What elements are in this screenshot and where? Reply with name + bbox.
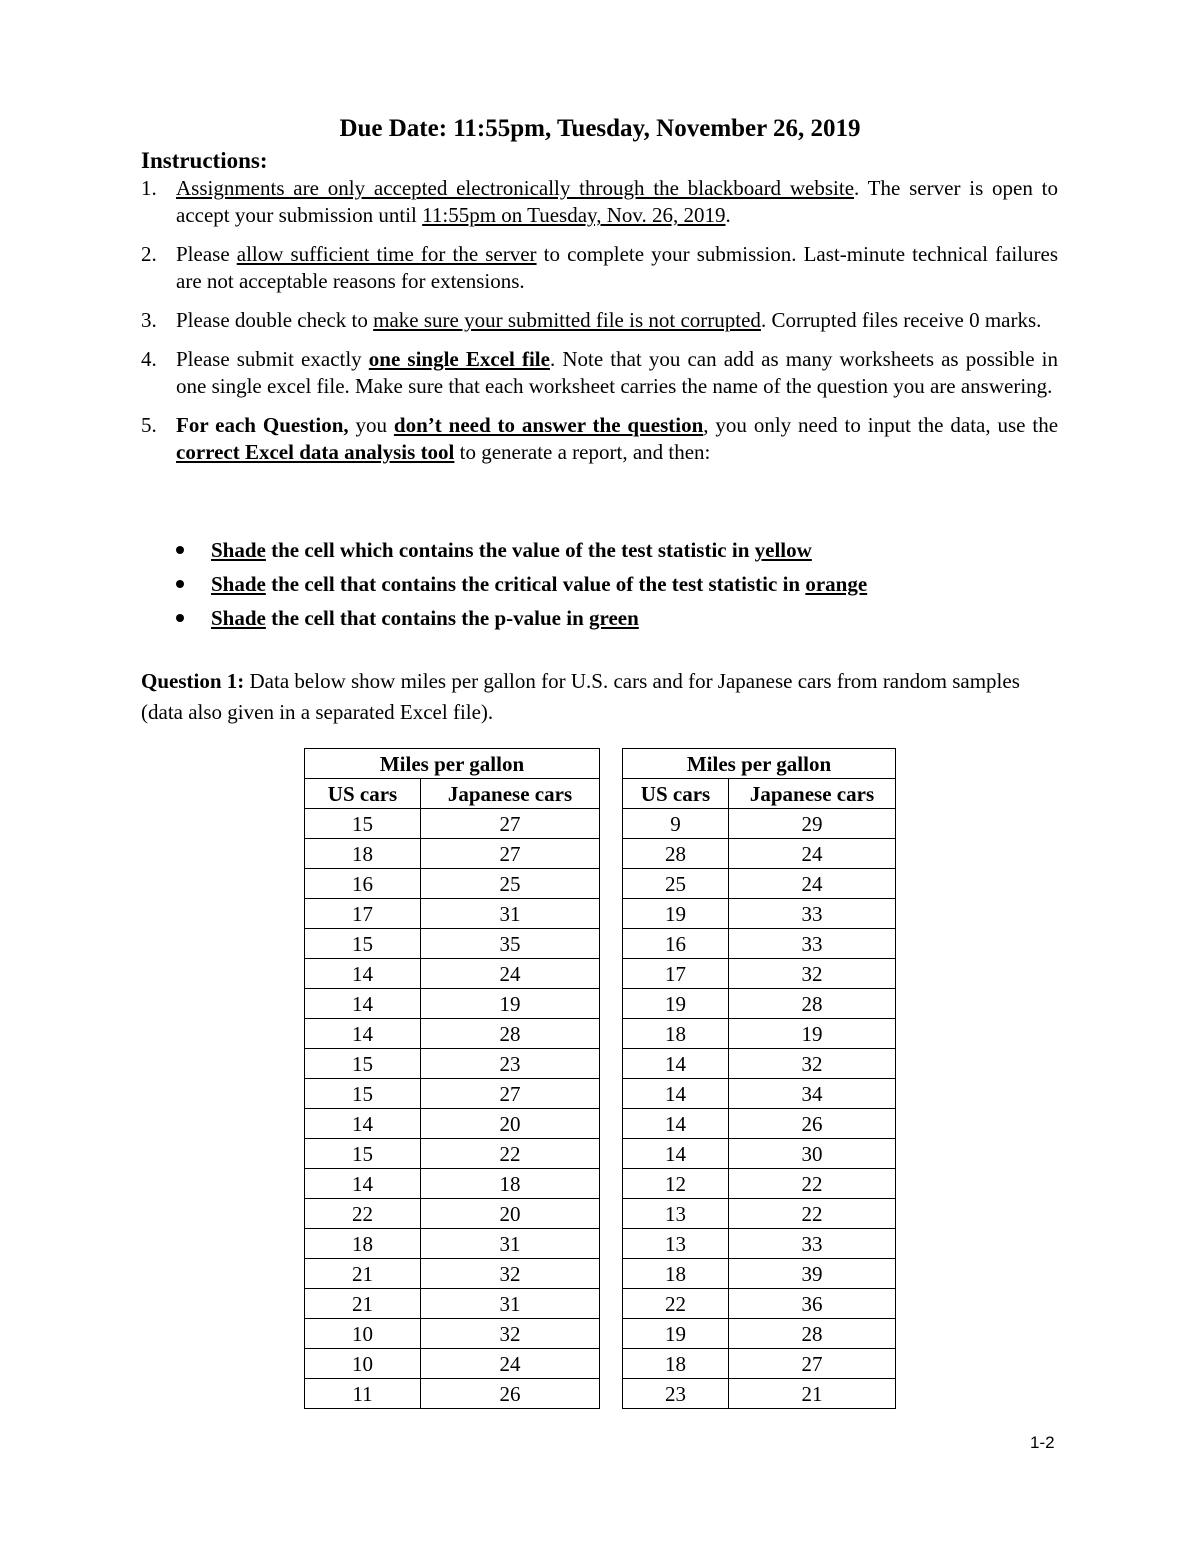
item-number: 2. [141,242,157,266]
instruction-item [141,241,1058,295]
item-text: make sure your submitted file is not corrupted [373,308,761,332]
japanese-cars-cell: 31 [421,1229,600,1259]
item-number: 5. [141,413,157,437]
item-number: 1. [141,176,157,200]
bullet-dot-icon [176,546,184,554]
table-row [305,1229,600,1259]
us-cars-cell: 14 [305,1169,421,1199]
question-label: Question 1: [141,669,245,693]
japanese-cars-cell: 25 [421,869,600,899]
japanese-cars-cell: 27 [421,809,600,839]
table-row [623,989,896,1019]
table-row [623,1259,896,1289]
us-cars-cell: 17 [305,899,421,929]
table-body [305,809,600,1409]
japanese-cars-cell: 35 [421,929,600,959]
column-header-us: US cars [623,779,729,809]
column-header-japanese: Japanese cars [729,779,896,809]
instruction-item [141,307,1058,334]
table-row [623,1199,896,1229]
instructions-heading: Instructions: [141,148,268,173]
table-body [623,809,896,1409]
us-cars-cell: 25 [623,869,729,899]
us-cars-cell: 10 [305,1319,421,1349]
bullet-item [176,601,867,635]
japanese-cars-cell: 27 [421,1079,600,1109]
bullet-shade: Shade [211,606,266,630]
japanese-cars-cell: 30 [729,1139,896,1169]
japanese-cars-cell: 19 [421,989,600,1019]
bullet-item [176,533,867,567]
japanese-cars-cell: 29 [729,809,896,839]
us-cars-cell: 11 [305,1379,421,1409]
japanese-cars-cell: 33 [729,899,896,929]
japanese-cars-cell: 18 [421,1169,600,1199]
japanese-cars-cell: 27 [421,839,600,869]
japanese-cars-cell: 22 [729,1199,896,1229]
bullet-dot-icon [176,580,184,588]
table-row [305,1049,600,1079]
bullet-text: the cell that contains the p-value in [265,606,590,630]
table-row [623,959,896,989]
question-text: Data below show miles per gallon for U.S. cars and for Japanese cars from random samples (data also given in a separated Excel file). [141,669,1020,724]
japanese-cars-cell: 28 [421,1019,600,1049]
us-cars-cell: 9 [623,809,729,839]
table-row [623,1349,896,1379]
japanese-cars-cell: 32 [729,1049,896,1079]
japanese-cars-cell: 28 [729,1319,896,1349]
item-text: to complete your submission. Last-minute technical failures are not acceptable reasons for extensions. [176,242,1058,293]
japanese-cars-cell: 24 [729,869,896,899]
table-row [623,929,896,959]
item-number: 4. [141,347,157,371]
us-cars-cell: 19 [623,1319,729,1349]
table-row [305,869,600,899]
bullet-shade: Shade [211,572,266,596]
item-text: For each Question, [176,413,349,437]
column-header-us: US cars [305,779,421,809]
table-row [623,1049,896,1079]
page-number: 1-2 [1030,1433,1055,1452]
bullet-shade: Shade [211,538,266,562]
us-cars-cell: 13 [623,1199,729,1229]
us-cars-cell: 14 [623,1109,729,1139]
bullet-color: yellow [754,538,812,562]
us-cars-cell: 14 [623,1139,729,1169]
japanese-cars-cell: 32 [729,959,896,989]
us-cars-cell: 14 [305,959,421,989]
item-text: Please submit exactly [176,347,369,371]
table-row [305,809,600,839]
item-text: 11:55pm on Tuesday, Nov. 26, 2019 [422,203,726,227]
us-cars-cell: 10 [305,1349,421,1379]
japanese-cars-cell: 34 [729,1079,896,1109]
table-row [305,899,600,929]
table-row [623,1289,896,1319]
us-cars-cell: 16 [623,929,729,959]
table-row [305,1109,600,1139]
japanese-cars-cell: 39 [729,1259,896,1289]
table-row [305,1379,600,1409]
japanese-cars-cell: 26 [421,1379,600,1409]
item-text: you [348,413,394,437]
table-row [305,929,600,959]
japanese-cars-cell: 22 [421,1139,600,1169]
japanese-cars-cell: 31 [421,1289,600,1319]
bullet-color: orange [805,572,868,596]
us-cars-cell: 14 [623,1079,729,1109]
item-text: allow sufficient time for the server [236,242,537,266]
table-row [623,1109,896,1139]
bullet-color: green [589,606,639,630]
us-cars-cell: 21 [305,1259,421,1289]
bullet-dot-icon [176,614,184,622]
item-text: don’t need to answer the question [393,413,704,437]
us-cars-cell: 16 [305,869,421,899]
instruction-item [141,175,1058,229]
us-cars-cell: 14 [623,1049,729,1079]
japanese-cars-cell: 24 [729,839,896,869]
us-cars-cell: 12 [623,1169,729,1199]
column-header-japanese: Japanese cars [421,779,600,809]
us-cars-cell: 13 [623,1229,729,1259]
table-row [305,989,600,1019]
japanese-cars-cell: 33 [729,929,896,959]
us-cars-cell: 14 [305,1019,421,1049]
instruction-item [141,412,1058,466]
japanese-cars-cell: 23 [421,1049,600,1079]
item-number: 3. [141,308,157,332]
table-row [305,1259,600,1289]
mpg-table-right [622,748,896,1409]
question-1 [141,666,1058,728]
table-row [305,1139,600,1169]
us-cars-cell: 15 [305,809,421,839]
table-row [623,1079,896,1109]
us-cars-cell: 14 [305,1109,421,1139]
item-text: . Note that you can add as many worksheets as possible in one single excel file. Make sure that each worksheet carries the name of the question you are answering. [176,347,1058,398]
table-group-header: Miles per gallon [623,749,896,779]
item-text: Assignments are only accepted electronically through the blackboard website [176,176,855,200]
table-row [305,1349,600,1379]
japanese-cars-cell: 20 [421,1199,600,1229]
us-cars-cell: 18 [305,839,421,869]
japanese-cars-cell: 27 [729,1349,896,1379]
table-row [623,839,896,869]
us-cars-cell: 18 [305,1229,421,1259]
us-cars-cell: 17 [623,959,729,989]
table-row [305,1289,600,1319]
table-row [305,1169,600,1199]
item-text: . [725,203,731,227]
japanese-cars-cell: 21 [729,1379,896,1409]
table-row [623,1379,896,1409]
japanese-cars-cell: 32 [421,1259,600,1289]
us-cars-cell: 15 [305,1049,421,1079]
us-cars-cell: 28 [623,839,729,869]
table-row [623,1229,896,1259]
page-title: Due Date: 11:55pm, Tuesday, November 26, 2019 [339,115,861,142]
item-text: correct Excel data analysis tool [176,440,455,464]
japanese-cars-cell: 26 [729,1109,896,1139]
table-row [623,1319,896,1349]
item-text: to generate a report, and then: [454,440,711,464]
japanese-cars-cell: 22 [729,1169,896,1199]
us-cars-cell: 22 [305,1199,421,1229]
table-group-header: Miles per gallon [305,749,600,779]
us-cars-cell: 15 [305,1079,421,1109]
bullet-text: the cell that contains the critical value of the test statistic in [265,572,806,596]
item-text: one single Excel file [368,347,550,371]
us-cars-cell: 21 [305,1289,421,1319]
us-cars-cell: 19 [623,899,729,929]
table-row [305,1079,600,1109]
us-cars-cell: 18 [623,1019,729,1049]
table-row [623,809,896,839]
instructions-list [141,175,1058,478]
table-row [305,1319,600,1349]
bullet-text: the cell which contains the value of the test statistic in [265,538,755,562]
us-cars-cell: 14 [305,989,421,1019]
us-cars-cell: 15 [305,1139,421,1169]
japanese-cars-cell: 20 [421,1109,600,1139]
japanese-cars-cell: 32 [421,1319,600,1349]
japanese-cars-cell: 19 [729,1019,896,1049]
table-row [623,869,896,899]
item-text: , you only need to input the data, use the [703,413,1059,437]
mpg-table-left [304,748,600,1409]
japanese-cars-cell: 24 [421,959,600,989]
item-text: . Corrupted files receive 0 marks. [760,308,1042,332]
table-row [623,899,896,929]
us-cars-cell: 22 [623,1289,729,1319]
table-row [305,1019,600,1049]
us-cars-cell: 23 [623,1379,729,1409]
item-text: . The server is open to accept your submission until [176,176,1058,227]
shade-bullets [176,533,867,635]
table-row [623,1169,896,1199]
table-row [623,1019,896,1049]
item-text: Please double check to [176,308,374,332]
table-row [623,1139,896,1169]
us-cars-cell: 18 [623,1349,729,1379]
us-cars-cell: 18 [623,1259,729,1289]
japanese-cars-cell: 28 [729,989,896,1019]
bullet-item [176,567,867,601]
japanese-cars-cell: 24 [421,1349,600,1379]
us-cars-cell: 15 [305,929,421,959]
us-cars-cell: 19 [623,989,729,1019]
table-row [305,1199,600,1229]
japanese-cars-cell: 31 [421,899,600,929]
japanese-cars-cell: 33 [729,1229,896,1259]
instruction-item [141,346,1058,400]
item-text: Please [176,242,237,266]
japanese-cars-cell: 36 [729,1289,896,1319]
table-row [305,839,600,869]
table-row [305,959,600,989]
